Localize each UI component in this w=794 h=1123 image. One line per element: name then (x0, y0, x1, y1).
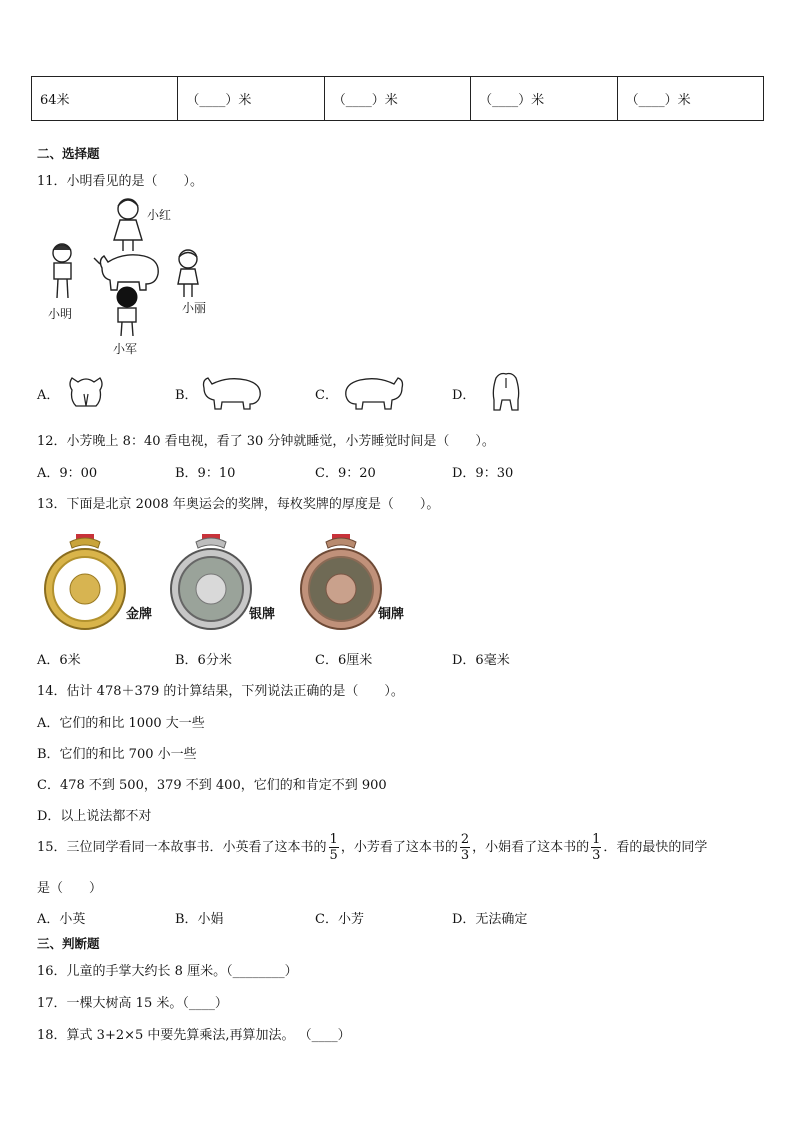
q13-option-c[interactable]: C．6厘米 (315, 653, 373, 668)
boy-figure-icon (48, 242, 78, 300)
q12-option-b[interactable]: B．9：10 (175, 466, 236, 481)
rhino-right-icon (340, 374, 406, 410)
q15-option-b[interactable]: B．小娟 (175, 912, 224, 927)
medal-label-silver: 银牌 (249, 607, 276, 622)
medal-label-bronze: 铜牌 (378, 607, 405, 622)
q15-option-a[interactable]: A．小英 (37, 912, 86, 927)
question-11-stem: 11．小明看见的是（ ）。 (37, 174, 204, 189)
q11-option-a[interactable]: A． (37, 388, 60, 403)
q11-option-b[interactable]: B． (175, 388, 198, 403)
boy-back-figure-icon (110, 286, 144, 338)
q13-option-a[interactable]: A．6米 (37, 653, 81, 668)
label-xiaoli: 小丽 (182, 301, 207, 315)
girl-figure-icon (110, 196, 150, 254)
rhino-left-icon (200, 374, 266, 410)
q14-option-b[interactable]: B．它们的和比 700 小一些 (37, 747, 197, 762)
section-title-choice: 二、选择题 (37, 146, 100, 161)
fraction-numerator: 1 (592, 832, 601, 847)
question-16[interactable]: 16．儿童的手掌大约长 8 厘米。（________） (37, 964, 298, 979)
fraction-numerator: 2 (460, 832, 470, 847)
q12-option-d[interactable]: D．9：30 (452, 466, 514, 481)
q14-option-c[interactable]: C．478 不到 500，379 不到 400，它们的和肯定不到 900 (37, 778, 387, 793)
q12-option-a[interactable]: A．9：00 (37, 466, 98, 481)
label-xiaojun: 小军 (113, 342, 138, 356)
girl-right-figure-icon (172, 248, 204, 300)
question-18[interactable]: 18．算式 3+2×5 中要先算乘法,再算加法。 （____） (37, 1028, 351, 1043)
rhino-back-icon (490, 370, 522, 412)
fraction-denominator: 3 (592, 848, 601, 863)
length-table (31, 76, 764, 121)
question-17[interactable]: 17．一棵大树高 15 米。（____） (37, 996, 228, 1011)
table-cell[interactable]: （____）米 (178, 77, 324, 121)
gold-medal-icon (40, 534, 130, 630)
table-cell[interactable]: （____）米 (471, 77, 617, 121)
fraction-1-5 (329, 832, 339, 863)
q11-option-c[interactable]: C． (315, 388, 338, 403)
fraction-numerator: 1 (329, 832, 338, 847)
q13-option-b[interactable]: B．6分米 (175, 653, 232, 668)
q15-text-3: ，小娟看了这本书的 (472, 840, 590, 855)
fraction-1-3 (591, 832, 601, 863)
table-cell[interactable]: （____）米 (617, 77, 763, 121)
q14-option-d[interactable]: D．以上说法都不对 (37, 809, 152, 824)
table-cell[interactable]: （____）米 (324, 77, 470, 121)
table-cell: 64米 (32, 77, 178, 121)
fraction-denominator: 3 (460, 848, 470, 863)
bronze-medal-icon (296, 534, 386, 630)
label-xiaohong: 小红 (147, 208, 172, 222)
label-xiaoming: 小明 (48, 307, 73, 321)
question-14-stem: 14．估计 478＋379 的计算结果，下列说法正确的是（ ）。 (37, 684, 404, 699)
question-12-stem: 12．小芳晚上 8：40 看电视，看了 30 分钟就睡觉，小芳睡觉时间是（ ）。 (37, 434, 495, 449)
q15-option-c[interactable]: C．小芳 (315, 912, 364, 927)
fraction-denominator: 5 (329, 848, 338, 863)
question-13-stem: 13．下面是北京 2008 年奥运会的奖牌，每枚奖牌的厚度是（ ）。 (37, 497, 440, 512)
rhino-front-icon (66, 372, 106, 410)
q15-option-d[interactable]: D．无法确定 (452, 912, 528, 927)
q15-text-4: ．看的最快的同学 (603, 840, 708, 855)
medal-label-gold: 金牌 (126, 607, 153, 622)
q14-option-a[interactable]: A．它们的和比 1000 大一些 (37, 716, 205, 731)
q15-text-1: 15．三位同学看同一本故事书．小英看了这本书的 (37, 840, 327, 855)
silver-medal-icon (166, 534, 256, 630)
q13-option-d[interactable]: D．6毫米 (452, 653, 510, 668)
question-15-line2: 是（ ） (37, 881, 103, 896)
section-title-judgement: 三、判断题 (37, 936, 100, 951)
q11-option-d[interactable]: D． (452, 388, 476, 403)
q12-option-c[interactable]: C．9：20 (315, 466, 376, 481)
q15-text-2: ，小芳看了这本书的 (340, 840, 458, 855)
question-15-stem (37, 831, 707, 865)
fraction-2-3 (460, 832, 470, 863)
